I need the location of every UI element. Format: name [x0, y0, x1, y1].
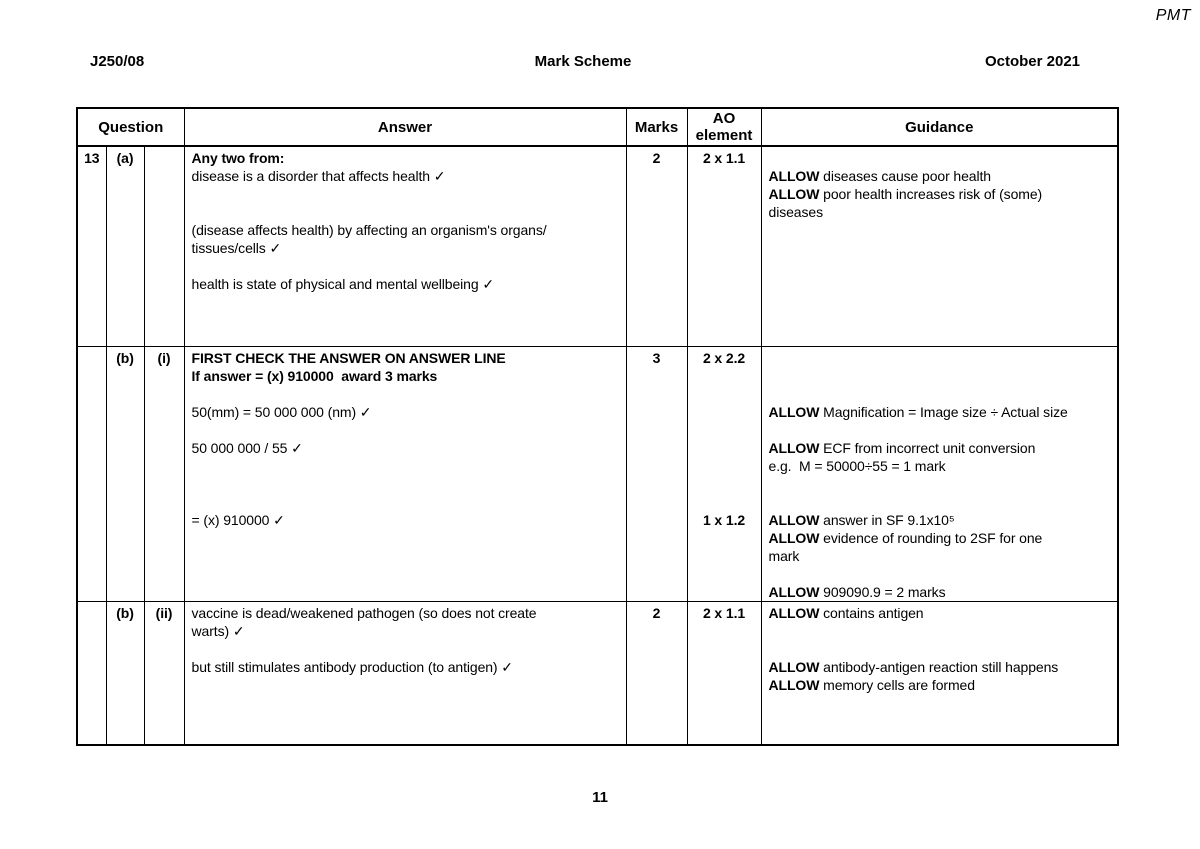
- col-header-question: Question: [77, 108, 184, 146]
- text-line: ALLOW answer in SF 9.1x10⁵: [768, 511, 955, 528]
- table-header: [77, 108, 1118, 146]
- guidance-cell: [761, 346, 1118, 601]
- marks-cell: [626, 346, 687, 601]
- text-line: ALLOW Magnification = Image size ÷ Actual size: [768, 403, 1068, 420]
- col-header-ao-element: AO element: [687, 108, 761, 146]
- text-line: 50 000 000 / 55 ✓: [191, 439, 303, 456]
- text-line: 2 x 1.1: [702, 604, 746, 621]
- watermark-pmt: PMT: [1155, 7, 1191, 24]
- ao-element-cell: [687, 146, 761, 346]
- text-line: ALLOW 909090.9 = 2 marks: [768, 583, 946, 600]
- text-line: [192, 385, 619, 403]
- mark-table-row: [77, 601, 1118, 745]
- text-line: [192, 475, 619, 493]
- paper-code: J250/08: [90, 53, 145, 70]
- text-line: vaccine is dead/weakened pathogen (so does not create: [191, 604, 537, 621]
- text-line: diseases: [768, 204, 823, 220]
- text-line: (i): [157, 349, 171, 366]
- text-line: but still stimulates antibody production (to antigen) ✓: [191, 658, 513, 675]
- text-line: [192, 457, 619, 475]
- text-line: 50(mm) = 50 000 000 (nm) ✓: [191, 403, 372, 420]
- text-line: [689, 385, 760, 403]
- text-line: [192, 640, 619, 658]
- ao-element-cell: [687, 346, 761, 601]
- text-line: [769, 367, 1111, 385]
- text-line: [689, 475, 760, 493]
- page-number: 11: [592, 789, 608, 806]
- text-line: (ii): [155, 604, 173, 621]
- text-line: Any two from:: [191, 150, 285, 166]
- text-line: (a): [116, 150, 134, 166]
- mark-table-row: [77, 346, 1118, 601]
- text-line: warts) ✓: [191, 622, 245, 639]
- question-number-cell: [77, 601, 106, 745]
- text-line: 13: [84, 150, 100, 166]
- question-part-cell: [106, 601, 144, 745]
- col-header-guidance: Guidance: [761, 108, 1118, 146]
- text-line: [769, 493, 1111, 511]
- text-line: (b): [116, 349, 134, 366]
- text-line: [769, 640, 1111, 658]
- text-line: [769, 385, 1111, 403]
- text-line: [769, 421, 1111, 439]
- text-line: 2: [652, 150, 661, 166]
- text-line: [192, 185, 619, 203]
- text-line: (b): [116, 604, 134, 621]
- text-line: [769, 475, 1111, 493]
- question-part-cell: [106, 346, 144, 601]
- col-header-answer: Answer: [184, 108, 626, 146]
- text-line: 1 x 1.2: [702, 511, 746, 528]
- text-line: [192, 421, 619, 439]
- question-number-cell: [77, 346, 106, 601]
- text-line: mark: [768, 547, 800, 564]
- marks-cell: [626, 146, 687, 346]
- text-line: e.g. M = 50000÷55 = 1 mark: [768, 457, 946, 474]
- ao-element-cell: [687, 601, 761, 745]
- text-line: [689, 457, 760, 475]
- col-header-marks: Marks: [626, 108, 687, 146]
- answer-cell: [184, 601, 626, 745]
- text-line: (disease affects health) by affecting an organism's organs/: [191, 222, 547, 238]
- mark-scheme-table: [76, 107, 1119, 746]
- question-roman-cell: [144, 146, 184, 346]
- text-line: [769, 622, 1111, 640]
- text-line: ALLOW evidence of rounding to 2SF for one: [768, 529, 1043, 546]
- text-line: 2: [652, 604, 661, 621]
- text-line: [689, 403, 760, 421]
- marks-cell: [626, 601, 687, 745]
- question-roman-cell: [144, 346, 184, 601]
- text-line: ALLOW antibody-antigen reaction still happens: [768, 658, 1059, 675]
- text-line: 2 x 2.2: [702, 349, 746, 366]
- text-line: [192, 493, 619, 511]
- answer-cell: [184, 346, 626, 601]
- question-part-cell: [106, 146, 144, 346]
- text-line: [689, 367, 760, 385]
- guidance-cell: [761, 146, 1118, 346]
- question-number-cell: [77, 146, 106, 346]
- text-line: = (x) 910000 ✓: [191, 511, 285, 528]
- text-line: If answer = (x) 910000 award 3 marks: [191, 367, 438, 384]
- text-line: 3: [652, 349, 661, 366]
- text-line: [689, 421, 760, 439]
- text-line: ALLOW poor health increases risk of (some): [768, 186, 1043, 202]
- question-roman-cell: [144, 601, 184, 745]
- text-line: tissues/cells ✓: [191, 240, 282, 256]
- answer-cell: [184, 146, 626, 346]
- text-line: ALLOW diseases cause poor health: [768, 168, 991, 184]
- text-line: [769, 565, 1111, 583]
- text-line: [689, 493, 760, 511]
- text-line: 2 x 1.1: [702, 150, 746, 166]
- text-line: [192, 257, 619, 275]
- text-line: disease is a disorder that affects health ✓: [191, 168, 446, 184]
- text-line: ALLOW ECF from incorrect unit conversion: [768, 439, 1036, 456]
- text-line: [689, 439, 760, 457]
- text-line: FIRST CHECK THE ANSWER ON ANSWER LINE: [191, 349, 506, 366]
- mark-table-row: [77, 146, 1118, 346]
- mark-table-body: [77, 146, 1118, 745]
- session-date: October 2021: [984, 53, 1080, 70]
- document-title: Mark Scheme: [534, 53, 632, 70]
- text-line: health is state of physical and mental wellbeing ✓: [191, 276, 494, 292]
- guidance-cell: [761, 601, 1118, 745]
- text-line: ALLOW memory cells are formed: [768, 676, 975, 693]
- text-line: [192, 203, 619, 221]
- text-line: [769, 149, 1111, 167]
- table-header-row: [77, 108, 1118, 146]
- text-line: ALLOW contains antigen: [768, 604, 924, 621]
- text-line: [769, 349, 1111, 367]
